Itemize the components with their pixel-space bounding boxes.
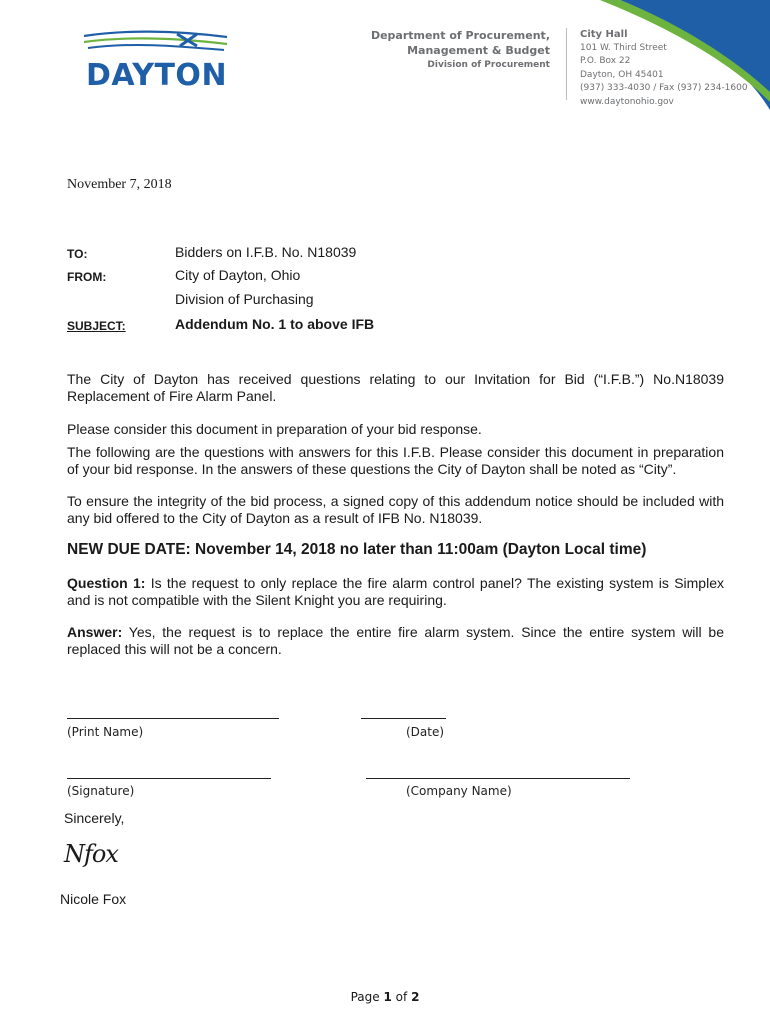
- department-block: [371, 28, 550, 73]
- question-1: [67, 575, 724, 609]
- city-street: 101 W. Third Street: [580, 42, 667, 53]
- city-web: www.daytonohio.gov: [580, 96, 674, 107]
- page-word: Page: [350, 990, 380, 1004]
- page-number: 1: [383, 990, 392, 1004]
- handwritten-signature: Nfox: [64, 840, 118, 868]
- paragraph-consider: Please consider this document in preparation of your bid response.: [67, 421, 482, 437]
- city-state: Dayton, OH 45401: [580, 69, 664, 80]
- of-word: of: [395, 990, 408, 1004]
- subject-label: SUBJECT:: [67, 319, 126, 333]
- paragraph-intro: The City of Dayton has received questions relating to our Invitation for Bid (“I.F.B.”) No.N18039 Replacement of Fire Alarm Panel.: [67, 371, 724, 404]
- dept-line-3: Division of Procurement: [427, 60, 550, 70]
- logo-wordmark: DAYTON: [86, 58, 228, 93]
- paragraph-questions: The following are the questions with answers for this I.F.B. Please consider this document in preparation of your bid response. In the answers of these questions the City of Dayton shall be noted as “City”.: [67, 444, 724, 477]
- to-label: TO:: [67, 247, 88, 261]
- city-box: P.O. Box 22: [580, 56, 631, 66]
- new-due-date: NEW DUE DATE: November 14, 2018 no later than 11:00am (Dayton Local time): [67, 541, 647, 558]
- signer-name: Nicole Fox: [60, 891, 127, 907]
- question-1-label: Question 1:: [67, 575, 146, 591]
- dept-line-1: Department of Procurement,: [370, 29, 550, 42]
- letter-date: November 7, 2018: [67, 177, 172, 192]
- answer-1-text: Yes, the request is to replace the entire fire alarm system. Since the entire system will be replaced this will not be a concern.: [67, 624, 724, 657]
- sincerely: Sincerely,: [64, 810, 125, 826]
- date-line[interactable]: [361, 718, 446, 719]
- page-footer: [0, 990, 770, 1004]
- city-phone: (937) 333-4030 / Fax (937) 234-1600: [580, 83, 748, 93]
- corner-swoosh-icon: [580, 0, 770, 110]
- company-name-line[interactable]: [366, 778, 630, 779]
- answer-1-label: Answer:: [67, 624, 123, 640]
- from-value-1: City of Dayton, Ohio: [175, 267, 301, 283]
- dept-line-2: Management & Budget: [407, 44, 550, 57]
- city-hall-title: City Hall: [580, 29, 628, 40]
- print-name-caption: (Print Name): [67, 725, 144, 739]
- subject-value: Addendum No. 1 to above IFB: [175, 316, 375, 332]
- signature-caption: (Signature): [67, 784, 135, 798]
- paragraph-integrity: To ensure the integrity of the bid process, a signed copy of this addendum notice should be included with any bid offered to the City of Dayton as a result of IFB No. N18039.: [67, 493, 724, 526]
- to-value: Bidders on I.F.B. No. N18039: [175, 244, 357, 260]
- header-divider: [566, 28, 567, 100]
- from-value-2: Division of Purchasing: [175, 291, 314, 307]
- date-caption: (Date): [406, 725, 445, 739]
- dayton-logo: [82, 28, 232, 98]
- company-name-caption: (Company Name): [406, 784, 512, 798]
- print-name-line[interactable]: [67, 718, 279, 719]
- signature-line[interactable]: [67, 778, 271, 779]
- answer-1: [67, 624, 724, 658]
- from-label: FROM:: [67, 270, 107, 284]
- question-1-text: Is the request to only replace the fire alarm control panel? The existing system is Simplex and is not compatible with the Silent Knight you are requiring.: [67, 575, 724, 608]
- page-total: 2: [411, 990, 420, 1004]
